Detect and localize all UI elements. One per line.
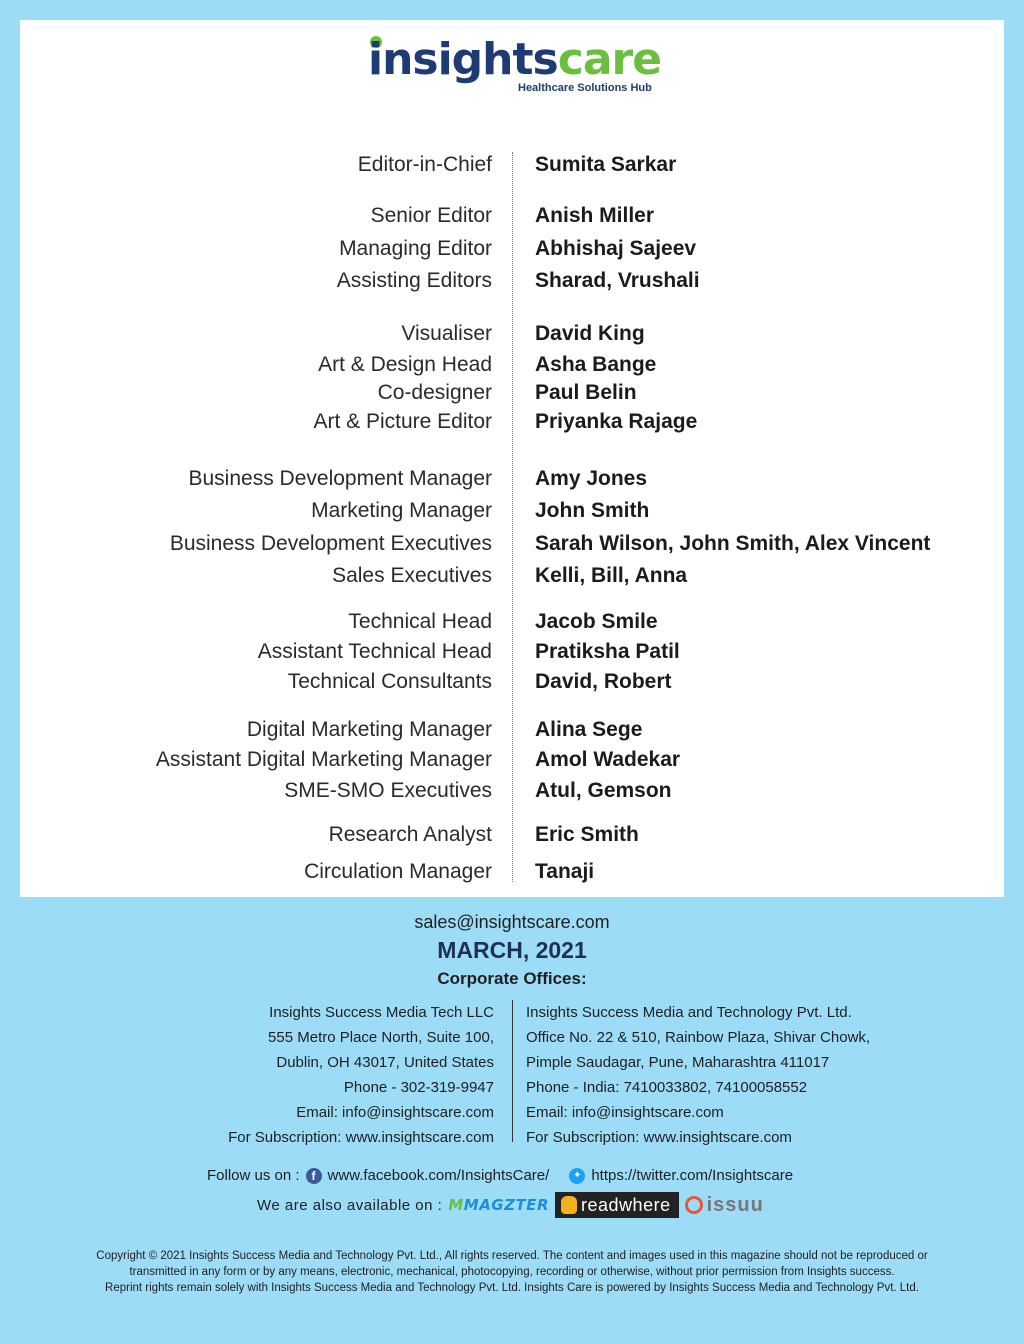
- office-india-line: Insights Success Media and Technology Pvt. Ltd.: [526, 1004, 852, 1021]
- masthead-name: Asha Bange: [535, 353, 657, 376]
- issuu-icon: [685, 1196, 703, 1214]
- masthead-name: John Smith: [535, 499, 650, 522]
- masthead-row: [0, 670, 1024, 700]
- masthead-name: Tanaji: [535, 860, 595, 883]
- masthead-row: [0, 237, 1024, 267]
- masthead-role: Visualiser: [401, 322, 492, 345]
- masthead-row: [0, 467, 1024, 497]
- logo-word-insights: insights: [368, 34, 558, 85]
- follow-us: [207, 1167, 793, 1184]
- office-india-line: Office No. 22 & 510, Rainbow Plaza, Shivar Chowk,: [526, 1029, 871, 1046]
- office-us: [228, 1000, 494, 1150]
- masthead-row: [0, 823, 1024, 853]
- insightscare-logo: [368, 30, 668, 100]
- masthead-name: Paul Belin: [535, 381, 637, 404]
- masthead-row: [0, 353, 1024, 383]
- masthead-role: Assistant Technical Head: [257, 640, 492, 663]
- masthead-name: Pratiksha Patil: [535, 640, 680, 663]
- office-us-line: Phone - 302-319-9947: [343, 1079, 494, 1096]
- owl-icon: [561, 1196, 577, 1214]
- facebook-link[interactable]: www.facebook.com/InsightsCare/: [327, 1167, 550, 1184]
- masthead-name: Atul, Gemson: [535, 779, 672, 802]
- masthead-row: [0, 269, 1024, 299]
- masthead-row: [0, 322, 1024, 352]
- masthead-role: Managing Editor: [339, 237, 492, 260]
- masthead-role: Assisting Editors: [336, 269, 492, 292]
- follow-label: Follow us on :: [207, 1167, 300, 1184]
- masthead-row: [0, 564, 1024, 594]
- masthead-role: Marketing Manager: [311, 499, 492, 522]
- masthead-name: Alina Sege: [535, 718, 643, 741]
- masthead-row: [0, 640, 1024, 670]
- masthead-name: Amol Wadekar: [535, 748, 681, 771]
- office-us-line: Insights Success Media Tech LLC: [269, 1004, 494, 1021]
- masthead-role: Senior Editor: [370, 204, 492, 227]
- copyright-line: transmitted in any form or by any means, electronic, mechanical, photocopying, recording or otherwise, without prior permission from Insights success.: [129, 1266, 895, 1278]
- office-divider: [512, 1000, 513, 1142]
- masthead-row: [0, 410, 1024, 440]
- magzter-logo[interactable]: [448, 1196, 549, 1214]
- office-india-subscription[interactable]: For Subscription: www.insightscare.com: [526, 1129, 792, 1146]
- masthead-row: [0, 499, 1024, 529]
- readwhere-text: readwhere: [581, 1194, 671, 1215]
- issue-date: MARCH, 2021: [437, 937, 587, 963]
- masthead-role: Sales Executives: [332, 564, 492, 587]
- office-us-email[interactable]: Email: info@insightscare.com: [296, 1104, 494, 1121]
- masthead-row: [0, 532, 1024, 562]
- available-label: We are also available on :: [257, 1196, 443, 1214]
- masthead-name: David, Robert: [535, 670, 672, 693]
- office-us-subscription[interactable]: For Subscription: www.insightscare.com: [228, 1129, 494, 1146]
- masthead-name: Abhishaj Sajeev: [535, 237, 697, 260]
- masthead-row: [0, 779, 1024, 809]
- masthead-name: Anish Miller: [535, 204, 655, 227]
- masthead-role: Circulation Manager: [304, 860, 492, 883]
- masthead-name: Priyanka Rajage: [535, 410, 698, 433]
- logo-wordmark: [368, 30, 661, 90]
- office-india: [526, 1000, 870, 1150]
- masthead-role: Art & Design Head: [318, 353, 492, 376]
- masthead-role: SME-SMO Executives: [284, 779, 492, 802]
- masthead-role: Technical Consultants: [287, 670, 492, 693]
- corporate-offices-title: Corporate Offices:: [437, 969, 587, 988]
- masthead-row: [0, 748, 1024, 778]
- office-india-email[interactable]: Email: info@insightscare.com: [526, 1104, 724, 1121]
- masthead-role: Business Development Executives: [169, 532, 492, 555]
- copyright-line: Copyright © 2021 Insights Success Media and Technology Pvt. Ltd., All rights reserved. The content and images used in this magazine should not be reproduced or: [96, 1250, 928, 1262]
- available-on: [257, 1190, 764, 1220]
- magzter-mark: M: [448, 1196, 464, 1214]
- masthead-role: Assistant Digital Marketing Manager: [155, 748, 492, 771]
- office-us-line: 555 Metro Place North, Suite 100,: [268, 1029, 494, 1046]
- office-india-line: Pimple Saudagar, Pune, Maharashtra 411017: [526, 1054, 830, 1071]
- masthead-role: Digital Marketing Manager: [246, 718, 492, 741]
- masthead-role: Technical Head: [348, 610, 492, 633]
- masthead-row: [0, 381, 1024, 411]
- copyright-line: Reprint rights remain solely with Insights Success Media and Technology Pvt. Ltd. Insights Care is powered by Insights Success Media and Technology Pvt. Ltd.: [105, 1282, 919, 1294]
- office-us-line: Dublin, OH 43017, United States: [276, 1054, 494, 1071]
- masthead-name: David King: [535, 322, 645, 345]
- office-india-line: Phone - India: 7410033802, 74100058552: [526, 1079, 808, 1096]
- masthead-role: Business Development Manager: [188, 467, 492, 490]
- masthead-name: Eric Smith: [535, 823, 639, 846]
- readwhere-logo[interactable]: [555, 1192, 679, 1218]
- issuu-logo[interactable]: [685, 1194, 764, 1217]
- facebook-icon[interactable]: f: [306, 1168, 322, 1184]
- masthead-row: [0, 718, 1024, 748]
- logo-tagline: Healthcare Solutions Hub: [518, 82, 652, 94]
- magzter-text: MAGZTER: [463, 1196, 550, 1214]
- masthead-row: [0, 610, 1024, 640]
- masthead-name: Sumita Sarkar: [535, 153, 677, 176]
- masthead-role: Research Analyst: [328, 823, 492, 846]
- twitter-icon[interactable]: ✦: [569, 1168, 585, 1184]
- copyright-notice: [40, 1248, 984, 1296]
- masthead-name: Amy Jones: [535, 467, 648, 490]
- masthead-name: Jacob Smile: [535, 610, 658, 633]
- masthead-role: Co-designer: [377, 381, 492, 404]
- masthead-name: Kelli, Bill, Anna: [535, 564, 688, 587]
- masthead-row: [0, 204, 1024, 234]
- masthead-name: Sarah Wilson, John Smith, Alex Vincent: [535, 532, 931, 555]
- masthead-row: [0, 860, 1024, 890]
- logo-word-care: care: [557, 34, 662, 85]
- sales-email[interactable]: sales@insightscare.com: [414, 912, 610, 932]
- masthead-name: Sharad, Vrushali: [535, 269, 700, 292]
- masthead-role: Art & Picture Editor: [313, 410, 492, 433]
- masthead-row: [0, 153, 1024, 183]
- twitter-link[interactable]: https://twitter.com/Insightscare: [591, 1167, 794, 1184]
- masthead-role: Editor-in-Chief: [357, 153, 492, 176]
- issuu-text: issuu: [706, 1193, 764, 1216]
